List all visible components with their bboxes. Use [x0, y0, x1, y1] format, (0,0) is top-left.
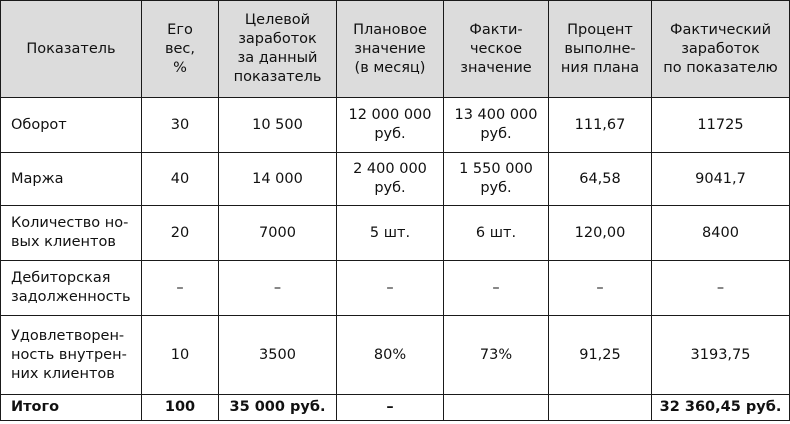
table-row: [1, 153, 790, 206]
total-earned: 32 360,45 руб.: [652, 395, 790, 421]
header-actual-earnings: Фактический заработок по показателю: [652, 1, 790, 98]
row-target: 3500: [219, 316, 337, 395]
row-plan: 80%: [337, 316, 444, 395]
row-earned: 9041,7: [652, 153, 790, 206]
row-percent: 64,58: [549, 153, 652, 206]
table-row: [1, 261, 790, 316]
row-percent: 91,25: [549, 316, 652, 395]
table-row: [1, 98, 790, 153]
row-plan: –: [337, 261, 444, 316]
row-actual: 6 шт.: [444, 206, 549, 261]
row-target: 7000: [219, 206, 337, 261]
row-actual: 1 550 000 руб.: [444, 153, 549, 206]
total-label: Итого: [1, 395, 142, 421]
row-target: 10 500: [219, 98, 337, 153]
row-earned: –: [652, 261, 790, 316]
row-plan: 5 шт.: [337, 206, 444, 261]
row-actual: 13 400 000 руб.: [444, 98, 549, 153]
row-earned: 11725: [652, 98, 790, 153]
row-actual: –: [444, 261, 549, 316]
row-label: Количество но- вых клиентов: [1, 206, 142, 261]
row-plan: 12 000 000 руб.: [337, 98, 444, 153]
header-plan-percent: Процент выполне- ния плана: [549, 1, 652, 98]
row-percent: 111,67: [549, 98, 652, 153]
row-label: Оборот: [1, 98, 142, 153]
header-actual-value: Факти- ческое значение: [444, 1, 549, 98]
row-label: Удовлетворен- ность внутрен- них клиентов: [1, 316, 142, 395]
row-percent: 120,00: [549, 206, 652, 261]
row-earned: 8400: [652, 206, 790, 261]
row-percent: –: [549, 261, 652, 316]
table-row: [1, 316, 790, 395]
total-percent: [549, 395, 652, 421]
row-label: Дебиторская задолженность: [1, 261, 142, 316]
header-weight: Его вес, %: [142, 1, 219, 98]
total-weight: 100: [142, 395, 219, 421]
total-plan: –: [337, 395, 444, 421]
row-plan: 2 400 000 руб.: [337, 153, 444, 206]
row-actual: 73%: [444, 316, 549, 395]
header-plan-value: Плановое значение (в месяц): [337, 1, 444, 98]
header-indicator: Показатель: [1, 1, 142, 98]
row-weight: 30: [142, 98, 219, 153]
row-weight: 10: [142, 316, 219, 395]
total-actual: [444, 395, 549, 421]
table-row: [1, 206, 790, 261]
row-target: –: [219, 261, 337, 316]
row-label: Маржа: [1, 153, 142, 206]
header-row: [1, 1, 790, 98]
row-weight: –: [142, 261, 219, 316]
row-weight: 40: [142, 153, 219, 206]
row-earned: 3193,75: [652, 316, 790, 395]
header-target-earnings: Целевой заработок за данный показатель: [219, 1, 337, 98]
row-weight: 20: [142, 206, 219, 261]
row-target: 14 000: [219, 153, 337, 206]
total-target: 35 000 руб.: [219, 395, 337, 421]
total-row: [1, 395, 790, 421]
